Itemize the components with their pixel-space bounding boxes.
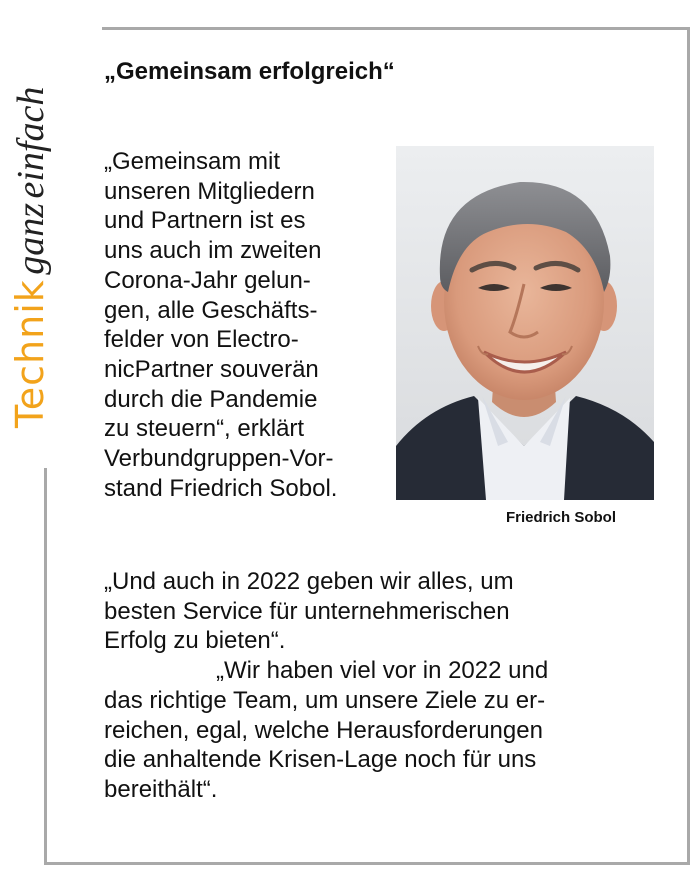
text-line: Corona-Jahr gelun- bbox=[104, 266, 311, 294]
frame-right-border bbox=[687, 27, 690, 865]
text-line: uns auch im zweiten bbox=[104, 237, 322, 265]
headline: „Gemeinsam erfolgreich“ bbox=[104, 58, 395, 85]
text-line: die anhaltende Krisen-Lage noch für uns bbox=[104, 746, 537, 774]
text-line: „Gemeinsam mit bbox=[104, 148, 281, 175]
quote-column bbox=[104, 147, 404, 503]
text-line: „Und auch in 2022 geben wir alles, um bbox=[104, 568, 514, 595]
text-line: Verbundgruppen-Vor- bbox=[104, 445, 334, 473]
text-line bbox=[104, 656, 684, 686]
frame-top-border bbox=[102, 27, 690, 30]
text-line: gen, alle Geschäfts- bbox=[104, 296, 318, 324]
text-line: felder von Electro- bbox=[104, 326, 299, 354]
frame-bottom-border bbox=[44, 862, 690, 865]
brand-word-technik: Technik bbox=[8, 279, 52, 428]
text-line: zu steuern“, erklärt bbox=[104, 415, 305, 443]
photo-caption: Friedrich Sobol bbox=[506, 509, 617, 526]
portrait-illustration bbox=[396, 146, 654, 500]
portrait-photo bbox=[396, 146, 654, 500]
text-line: Erfolg zu bieten“. bbox=[104, 627, 286, 655]
text-line: reichen, egal, welche Herausforderungen bbox=[104, 716, 543, 744]
text-line: das richtige Team, um unsere Ziele zu er- bbox=[104, 686, 546, 714]
brand-word-ganz: ganz bbox=[10, 202, 52, 275]
text-line: durch die Pandemie bbox=[104, 385, 318, 413]
side-brand bbox=[8, 87, 52, 428]
text-line: und Partnern ist es bbox=[104, 207, 306, 235]
text-line-content: „Wir haben viel vor in 2022 und bbox=[216, 657, 549, 685]
text-line: nicPartner souverän bbox=[104, 355, 319, 383]
text-line: unseren Mitgliedern bbox=[104, 177, 315, 205]
quote-continuation bbox=[104, 567, 684, 805]
frame-left-border bbox=[44, 468, 47, 865]
text-line: bereithält“. bbox=[104, 775, 218, 803]
text-line: stand Friedrich Sobol. bbox=[104, 474, 338, 502]
text-line: besten Service für unternehmerischen bbox=[104, 597, 510, 625]
brand-word-einfach: einfach bbox=[10, 86, 52, 199]
